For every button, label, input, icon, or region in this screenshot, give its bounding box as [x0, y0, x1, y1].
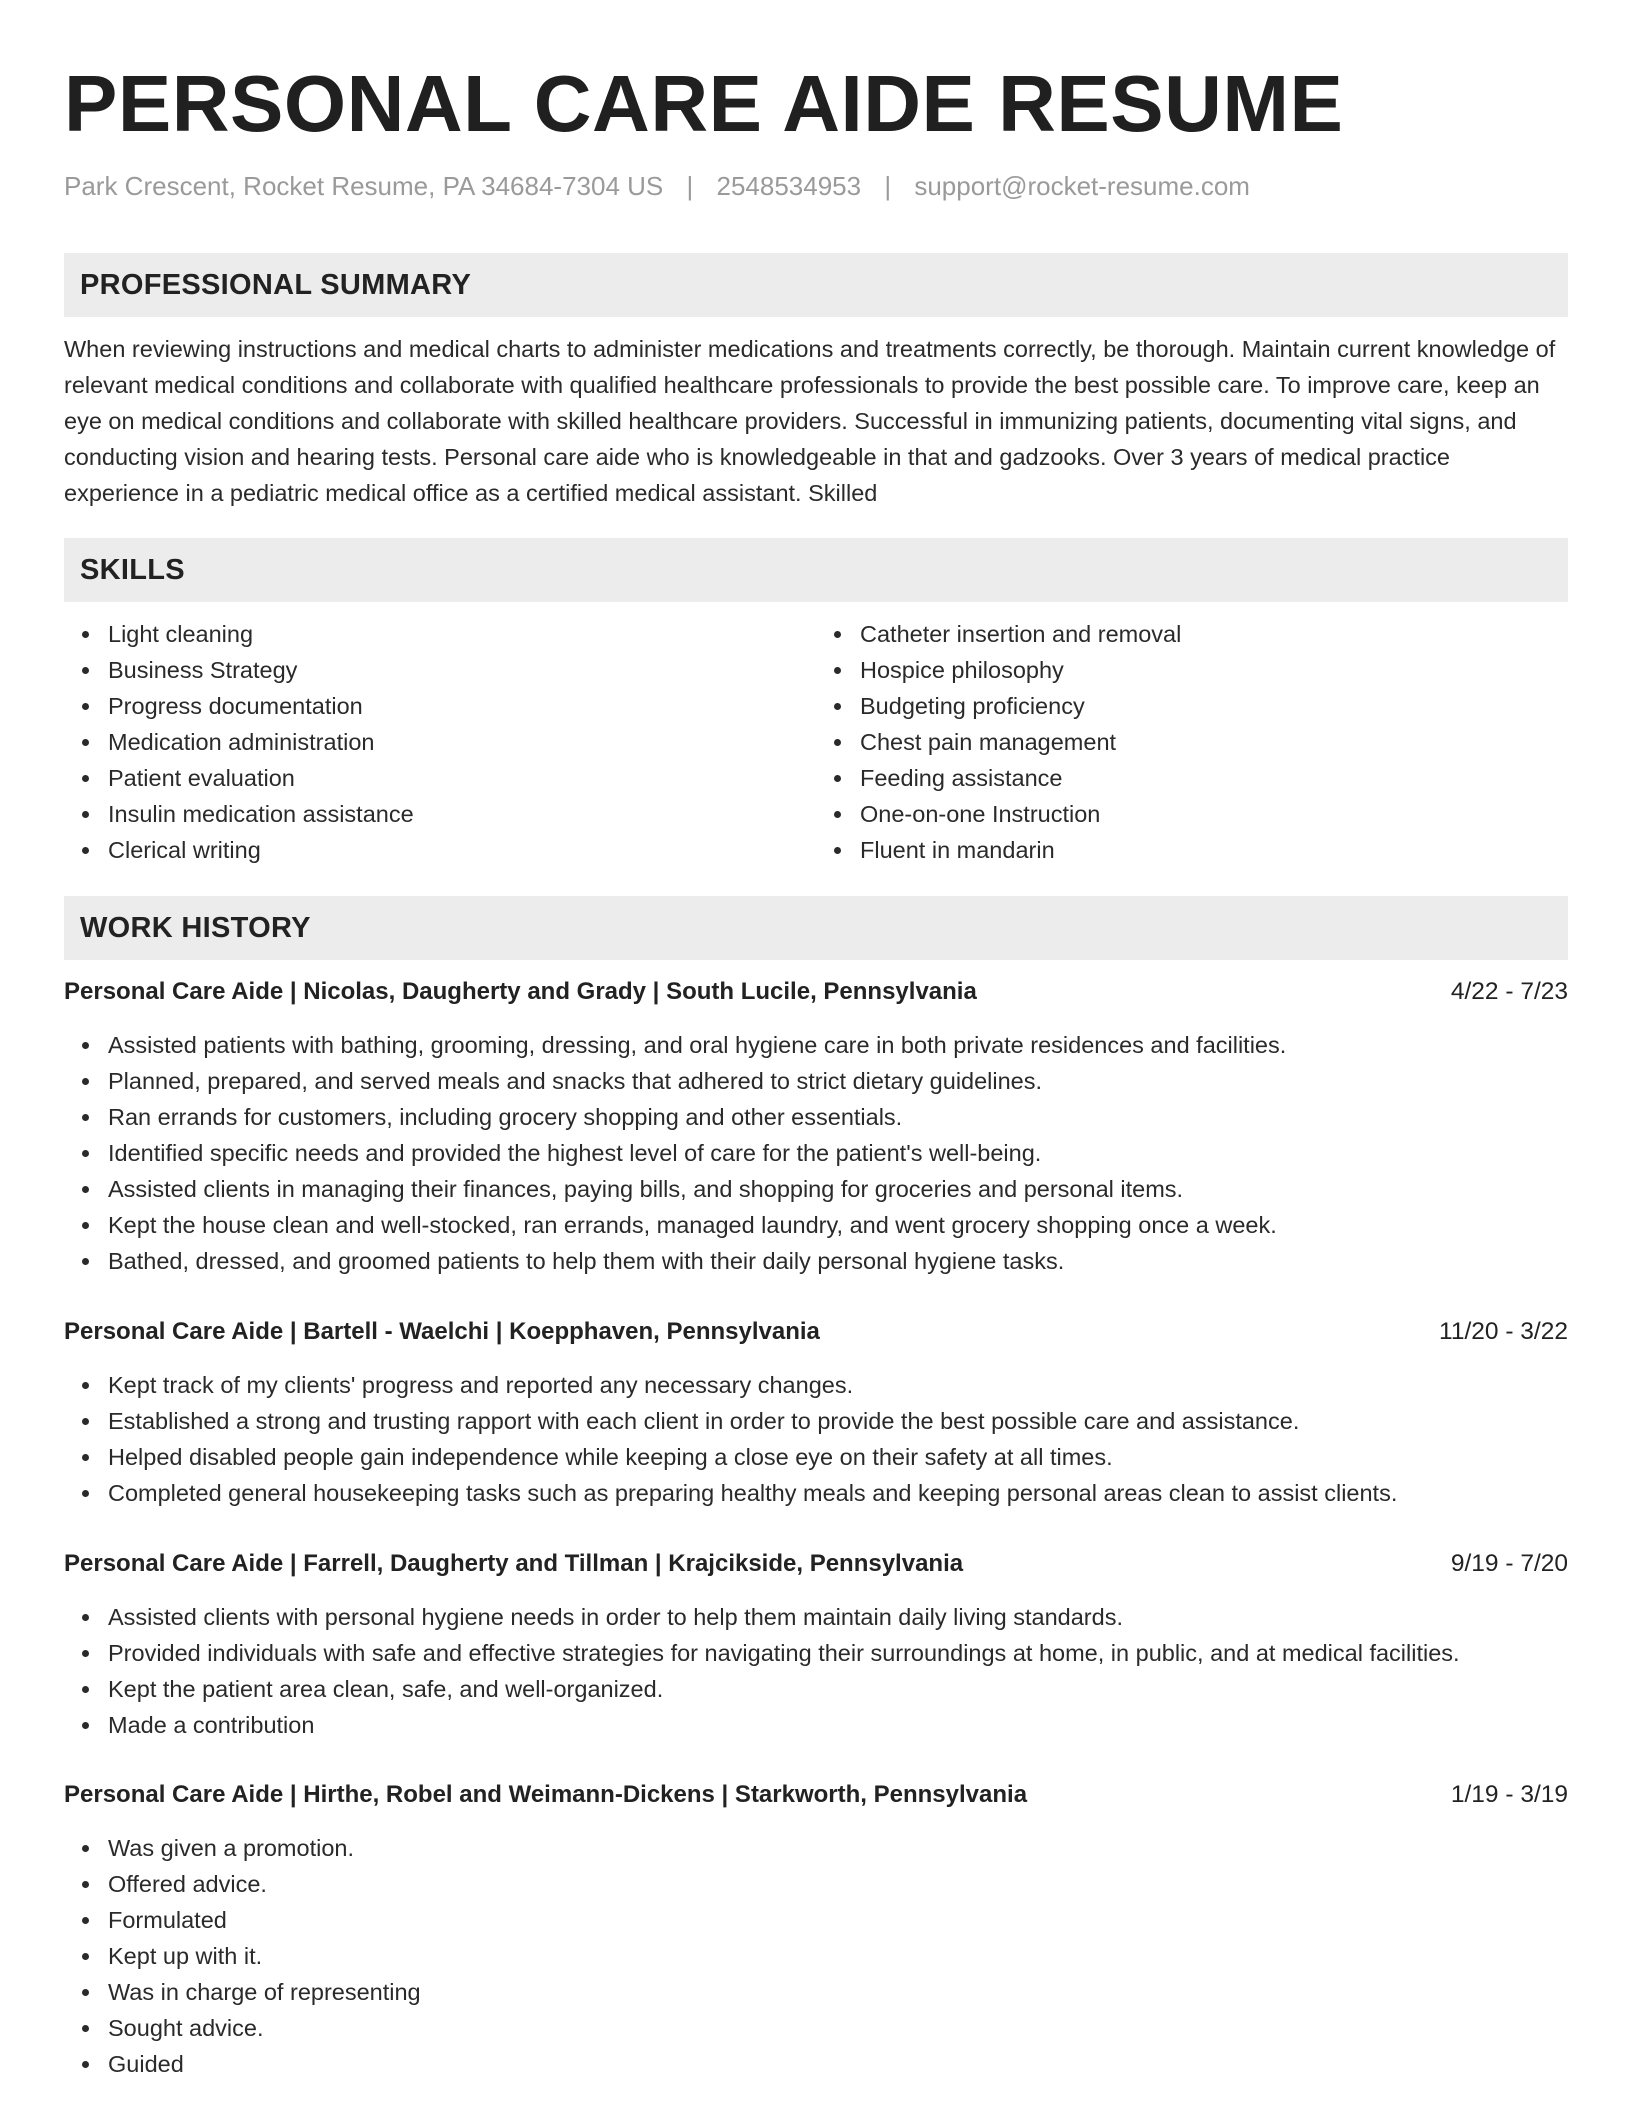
- skills-column-left: [64, 616, 816, 868]
- job-duties: [64, 1367, 1568, 1511]
- job-header: [64, 1314, 1568, 1350]
- job-duty: Established a strong and trusting rapport with each client in order to provide the best possible care and assistance.: [108, 1403, 1568, 1439]
- job-duty: Made a contribution: [108, 1707, 1568, 1743]
- skill-item: Fluent in mandarin: [860, 832, 1568, 868]
- job-duty: Helped disabled people gain independence while keeping a close eye on their safety at all times.: [108, 1439, 1568, 1475]
- job-entry: [64, 1314, 1568, 1511]
- job-entry: [64, 974, 1568, 1279]
- job-duty: Assisted clients in managing their finances, paying bills, and shopping for groceries and personal items.: [108, 1171, 1568, 1207]
- job-dates: 9/19 - 7/20: [1450, 1550, 1568, 1577]
- job-dates: 11/20 - 3/22: [1439, 1318, 1568, 1345]
- job-dates: 1/19 - 3/19: [1450, 1781, 1568, 1808]
- contact-separator: |: [686, 171, 694, 201]
- job-header: [64, 1546, 1568, 1582]
- job-duty: Identified specific needs and provided the highest level of care for the patient's well-being.: [108, 1135, 1568, 1171]
- job-duty: Formulated: [108, 1902, 1568, 1938]
- skill-item: Hospice philosophy: [860, 652, 1568, 688]
- job-entry: [64, 1546, 1568, 1743]
- job-duty: Planned, prepared, and served meals and snacks that adhered to strict dietary guidelines.: [108, 1063, 1568, 1099]
- skill-item: Patient evaluation: [108, 760, 816, 796]
- job-duty: Kept track of my clients' progress and reported any necessary changes.: [108, 1367, 1568, 1403]
- skill-item: Insulin medication assistance: [108, 796, 816, 832]
- skill-item: One-on-one Instruction: [860, 796, 1568, 832]
- job-entry: [64, 1777, 1568, 2082]
- job-title: Personal Care Aide | Farrell, Daugherty and Tillman | Krajcikside, Pennsylvania: [64, 1550, 964, 1577]
- section-header-summary: PROFESSIONAL SUMMARY: [64, 253, 1568, 317]
- contact-address: Park Crescent, Rocket Resume, PA 34684-7304 US: [64, 171, 664, 201]
- job-header: [64, 974, 1568, 1010]
- skills-list: [64, 616, 1568, 868]
- skill-item: Budgeting proficiency: [860, 688, 1568, 724]
- skill-item: Catheter insertion and removal: [860, 616, 1568, 652]
- job-duty: Was in charge of representing: [108, 1974, 1568, 2010]
- job-duty: Kept the house clean and well-stocked, ran errands, managed laundry, and went grocery shopping once a week.: [108, 1207, 1568, 1243]
- resume-title: PERSONAL CARE AIDE RESUME: [64, 59, 1344, 148]
- contact-line: [64, 170, 1568, 202]
- job-duty: Provided individuals with safe and effective strategies for navigating their surroundings at home, in public, and at medical facilities.: [108, 1635, 1568, 1671]
- section-header-skills: SKILLS: [64, 538, 1568, 602]
- job-duty: Kept the patient area clean, safe, and well-organized.: [108, 1671, 1568, 1707]
- job-title: Personal Care Aide | Hirthe, Robel and Weimann-Dickens | Starkworth, Pennsylvania: [64, 1781, 1028, 1808]
- job-duties: [64, 1830, 1568, 2082]
- skill-item: Clerical writing: [108, 832, 816, 868]
- job-dates: 4/22 - 7/23: [1450, 978, 1568, 1005]
- skill-item: Chest pain management: [860, 724, 1568, 760]
- section-header-work-history: WORK HISTORY: [64, 896, 1568, 960]
- skill-item: Light cleaning: [108, 616, 816, 652]
- skill-item: Medication administration: [108, 724, 816, 760]
- job-duty: Was given a promotion.: [108, 1830, 1568, 1866]
- job-duty: Assisted patients with bathing, grooming, dressing, and oral hygiene care in both private residences and facilities.: [108, 1027, 1568, 1063]
- job-duties: [64, 1027, 1568, 1279]
- job-duties: [64, 1599, 1568, 1743]
- skill-item: Feeding assistance: [860, 760, 1568, 796]
- job-duty: Guided: [108, 2046, 1568, 2082]
- job-header: [64, 1777, 1568, 1813]
- job-title: Personal Care Aide | Bartell - Waelchi | Koepphaven, Pennsylvania: [64, 1318, 820, 1345]
- contact-separator: |: [884, 171, 892, 201]
- skill-item: Progress documentation: [108, 688, 816, 724]
- job-duty: Bathed, dressed, and groomed patients to help them with their daily personal hygiene tasks.: [108, 1243, 1568, 1279]
- summary-text: When reviewing instructions and medical charts to administer medications and treatments correctly, be thorough. Maintain current knowledge of relevant medical conditions and collaborate with qualified healthcare professionals to provide the best possible care. To improve care, keep an eye on medical conditions and collaborate with skilled healthcare providers. Successful in immunizing patients, documenting vital signs, and conducting vision and hearing tests. Personal care aide who is knowledgeable in that and gadzooks. Over 3 years of medical practice experience in a pediatric medical office as a certified medical assistant. Skilled: [64, 336, 1556, 506]
- job-duty: Kept up with it.: [108, 1938, 1568, 1974]
- skill-item: Business Strategy: [108, 652, 816, 688]
- job-title: Personal Care Aide | Nicolas, Daugherty and Grady | South Lucile, Pennsylvania: [64, 978, 977, 1005]
- contact-phone: 2548534953: [716, 171, 862, 201]
- job-duty: Completed general housekeeping tasks such as preparing healthy meals and keeping personal areas clean to assist clients.: [108, 1475, 1568, 1511]
- job-duty: Offered advice.: [108, 1866, 1568, 1902]
- contact-email: support@rocket-resume.com: [914, 171, 1250, 201]
- job-duty: Ran errands for customers, including grocery shopping and other essentials.: [108, 1099, 1568, 1135]
- job-duty: Assisted clients with personal hygiene needs in order to help them maintain daily living standards.: [108, 1599, 1568, 1635]
- job-duty: Sought advice.: [108, 2010, 1568, 2046]
- skills-column-right: [816, 616, 1568, 868]
